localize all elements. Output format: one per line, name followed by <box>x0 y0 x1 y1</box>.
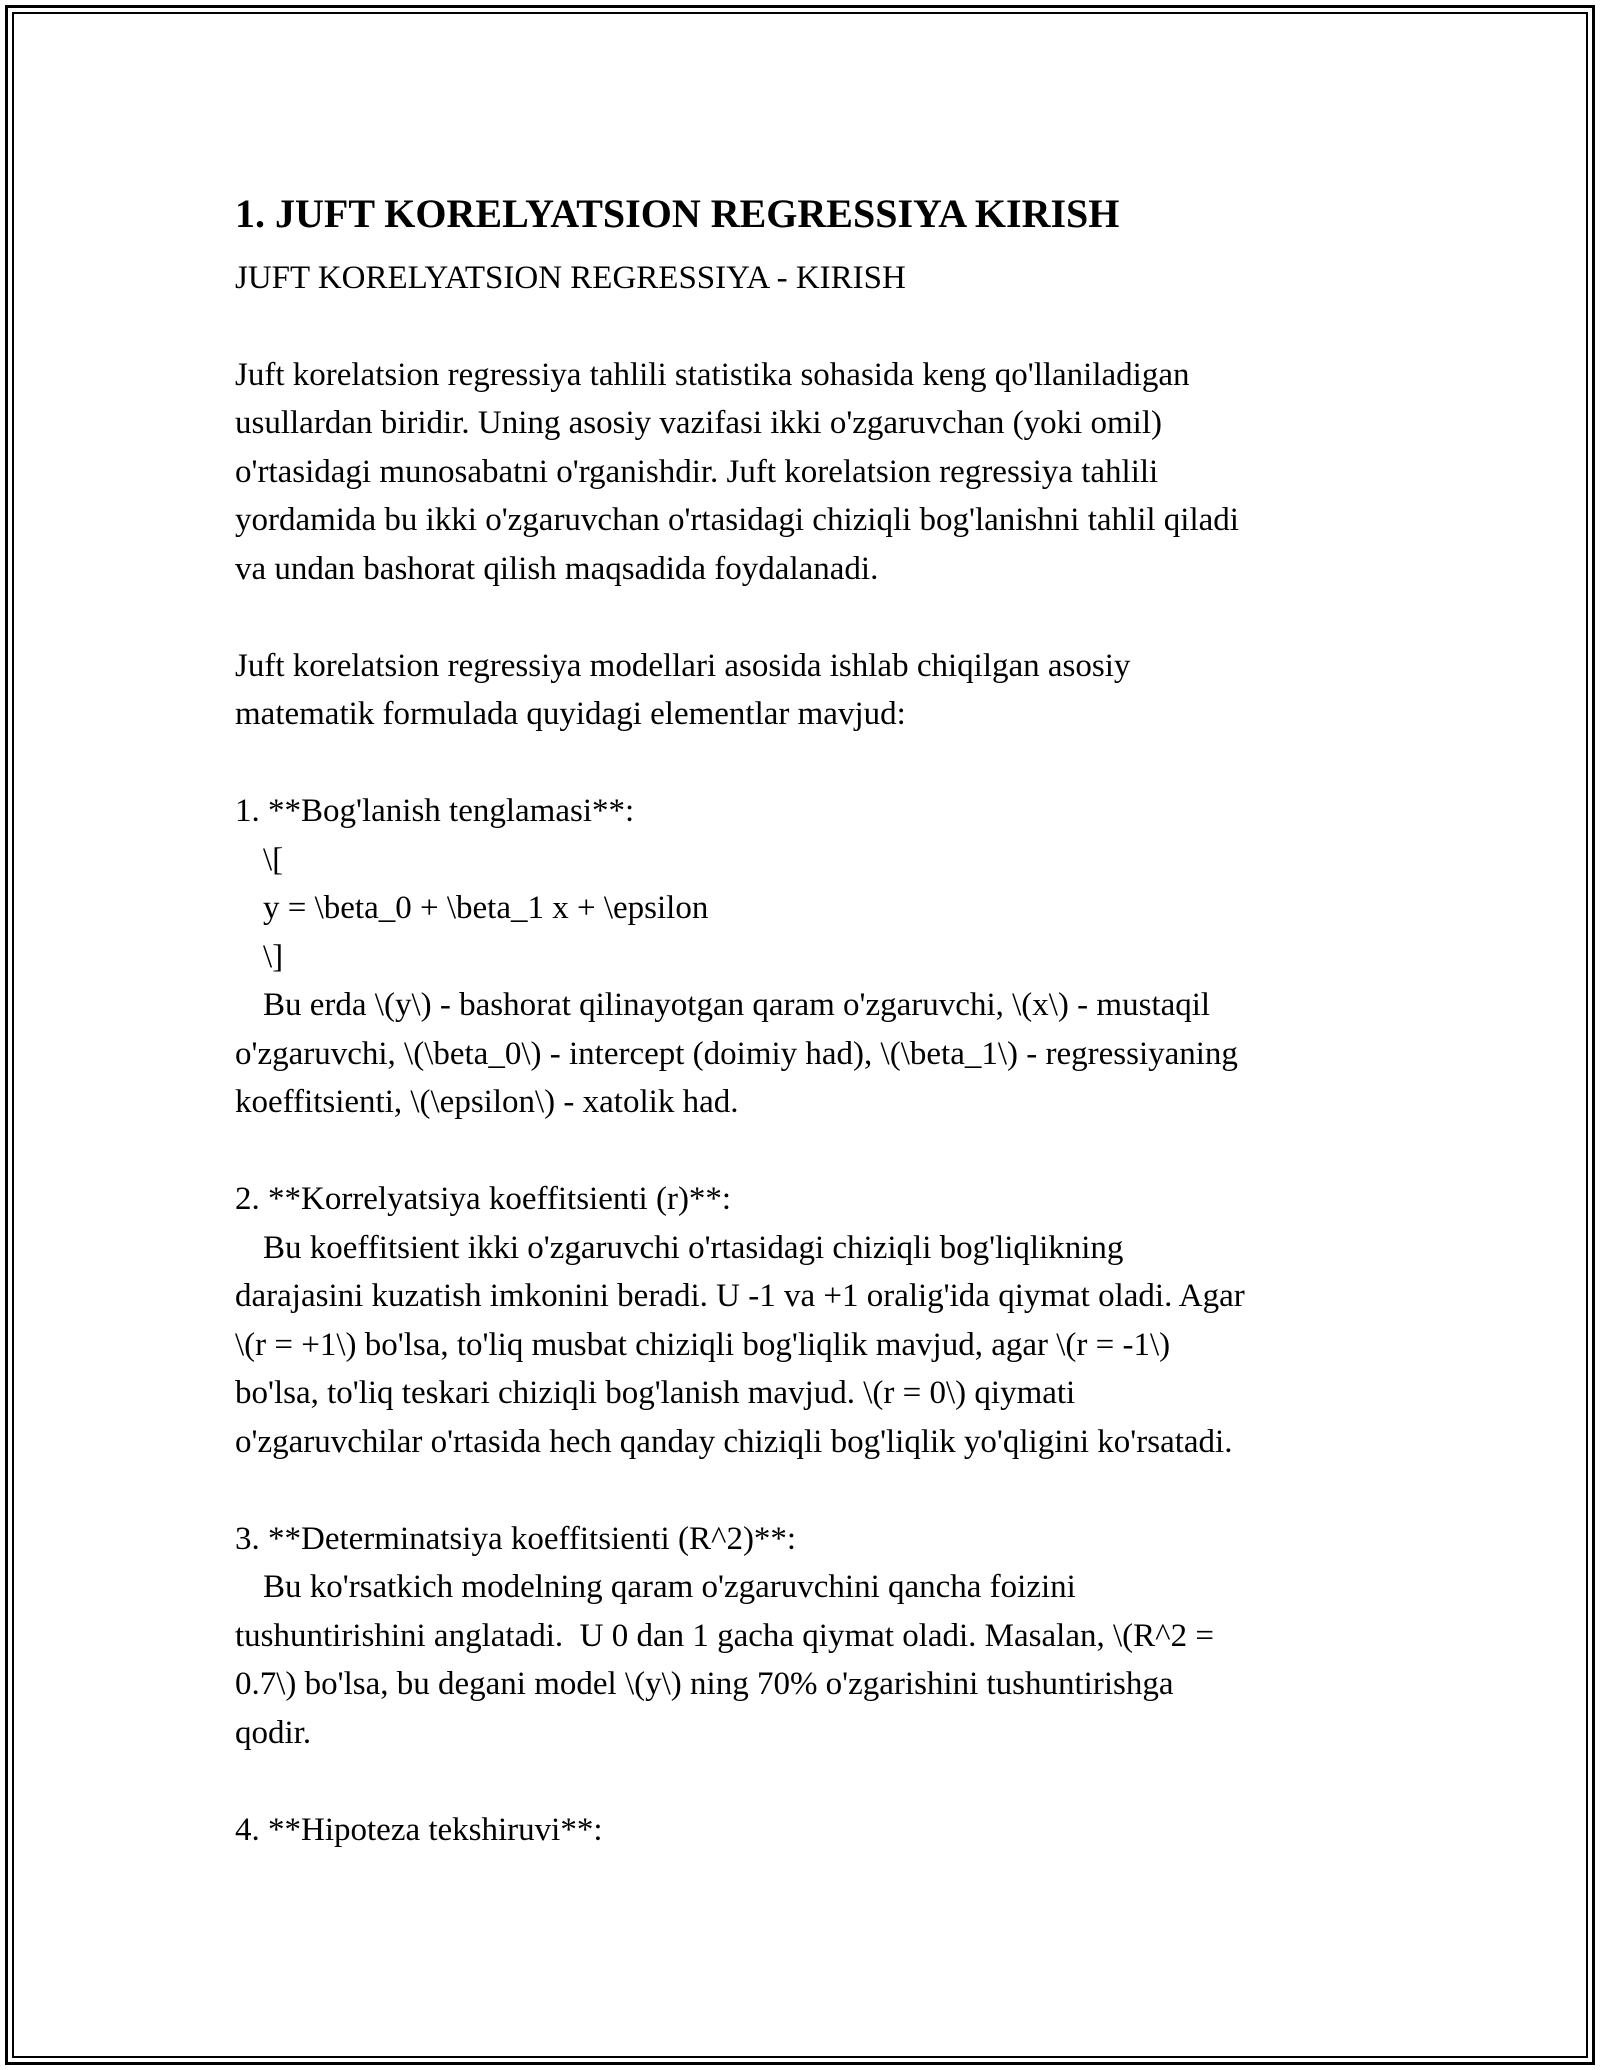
formula-close: \] <box>263 938 284 975</box>
formula: y = \beta_0 + \beta_1 x + \epsilon <box>263 890 709 926</box>
item-1 <box>235 787 1370 1127</box>
item-1-desc-line: Bu erda \(y\) - bashorat qilinayotgan qaram o'zgaruvchi, \(x\) - mustaqil <box>263 987 1211 1023</box>
item-3-desc-line: Bu ko'rsatkich modelning qaram o'zgaruvchini qancha foizini <box>263 1569 1076 1605</box>
intro-paragraph <box>235 351 1370 594</box>
formula-open: \[ <box>263 841 284 878</box>
paragraph-line: yordamida bu ikki o'zgaruvchan o'rtasidagi chiziqli bog'lanishni tahlil qiladi <box>235 502 1239 538</box>
item-4-title: 4. **Hipoteza tekshiruvi**: <box>235 1811 603 1848</box>
paragraph-line: Juft korelatsion regressiya modellari asosida ishlab chiqilgan asosiy <box>235 647 1131 684</box>
item-3-desc-line: qodir. <box>235 1714 312 1751</box>
spacer <box>235 302 1370 351</box>
item-2-desc-line: Bu koeffitsient ikki o'zgaruvchi o'rtasidagi chiziqli bog'liqlikning <box>263 1229 1124 1266</box>
spacer <box>235 1127 1370 1176</box>
document-subheading: JUFT KORELYATSION REGRESSIYA - KIRISH <box>235 260 906 296</box>
document-body <box>235 186 1370 1854</box>
paragraph-line: o'rtasidagi munosabatni o'rganishdir. Juft korelatsion regressiya tahlili <box>235 453 1159 490</box>
item-3-desc-line: tushuntirishini anglatadi. U 0 dan 1 gacha qiymat oladi. Masalan, \(R^2 = <box>235 1617 1214 1654</box>
item-2 <box>235 1175 1370 1466</box>
item-2-desc-line: darajasini kuzatish imkonini beradi. U -1 va +1 oralig'ida qiymat oladi. Agar <box>235 1278 1245 1314</box>
document-heading: 1. JUFT KORELYATSION REGRESSIYA KIRISH <box>235 191 1120 236</box>
item-1-desc-line: koeffitsienti, \(\epsilon\) - xatolik had. <box>235 1084 739 1120</box>
item-2-desc-line: \(r = +1\) bo'lsa, to'liq musbat chiziqli bog'liqlik mavjud, agar \(r = -1\) <box>235 1326 1171 1363</box>
spacer <box>235 1757 1370 1806</box>
item-2-title: 2. **Korrelyatsiya koeffitsienti (r)**: <box>235 1181 732 1217</box>
spacer <box>235 593 1370 642</box>
item-2-desc-line: bo'lsa, to'liq teskari chiziqli bog'lanish mavjud. \(r = 0\) qiymati <box>235 1375 1076 1411</box>
paragraph-line: Juft korelatsion regressiya tahlili statistika sohasida keng qo'llaniladigan <box>235 356 1190 393</box>
item-1-desc-line: o'zgaruvchi, \(\beta_0\) - intercept (doimiy had), \(\beta_1\) - regressiyaning <box>235 1035 1238 1072</box>
paragraph-line: va undan bashorat qilish maqsadida foydalanadi. <box>235 550 879 587</box>
item-2-desc-line: o'zgaruvchilar o'rtasida hech qanday chiziqli bog'liqlik yo'qligini ko'rsatadi. <box>235 1423 1233 1460</box>
spacer <box>235 1466 1370 1515</box>
item-3-title: 3. **Determinatsiya koeffitsienti (R^2)**: <box>235 1520 797 1557</box>
item-3-desc-line: 0.7\) bo'lsa, bu degani model \(y\) ning 70% o'zgarishini tushuntirishga <box>235 1666 1174 1702</box>
spacer <box>235 739 1370 788</box>
elements-intro-paragraph <box>235 642 1370 739</box>
item-1-title: 1. **Bog'lanish tenglamasi**: <box>235 793 635 829</box>
paragraph-line: matematik formulada quyidagi elementlar mavjud: <box>235 696 906 732</box>
item-3 <box>235 1515 1370 1758</box>
item-4 <box>235 1806 1370 1855</box>
paragraph-line: usullardan biridir. Uning asosiy vazifasi ikki o'zgaruvchan (yoki omil) <box>235 405 1162 441</box>
